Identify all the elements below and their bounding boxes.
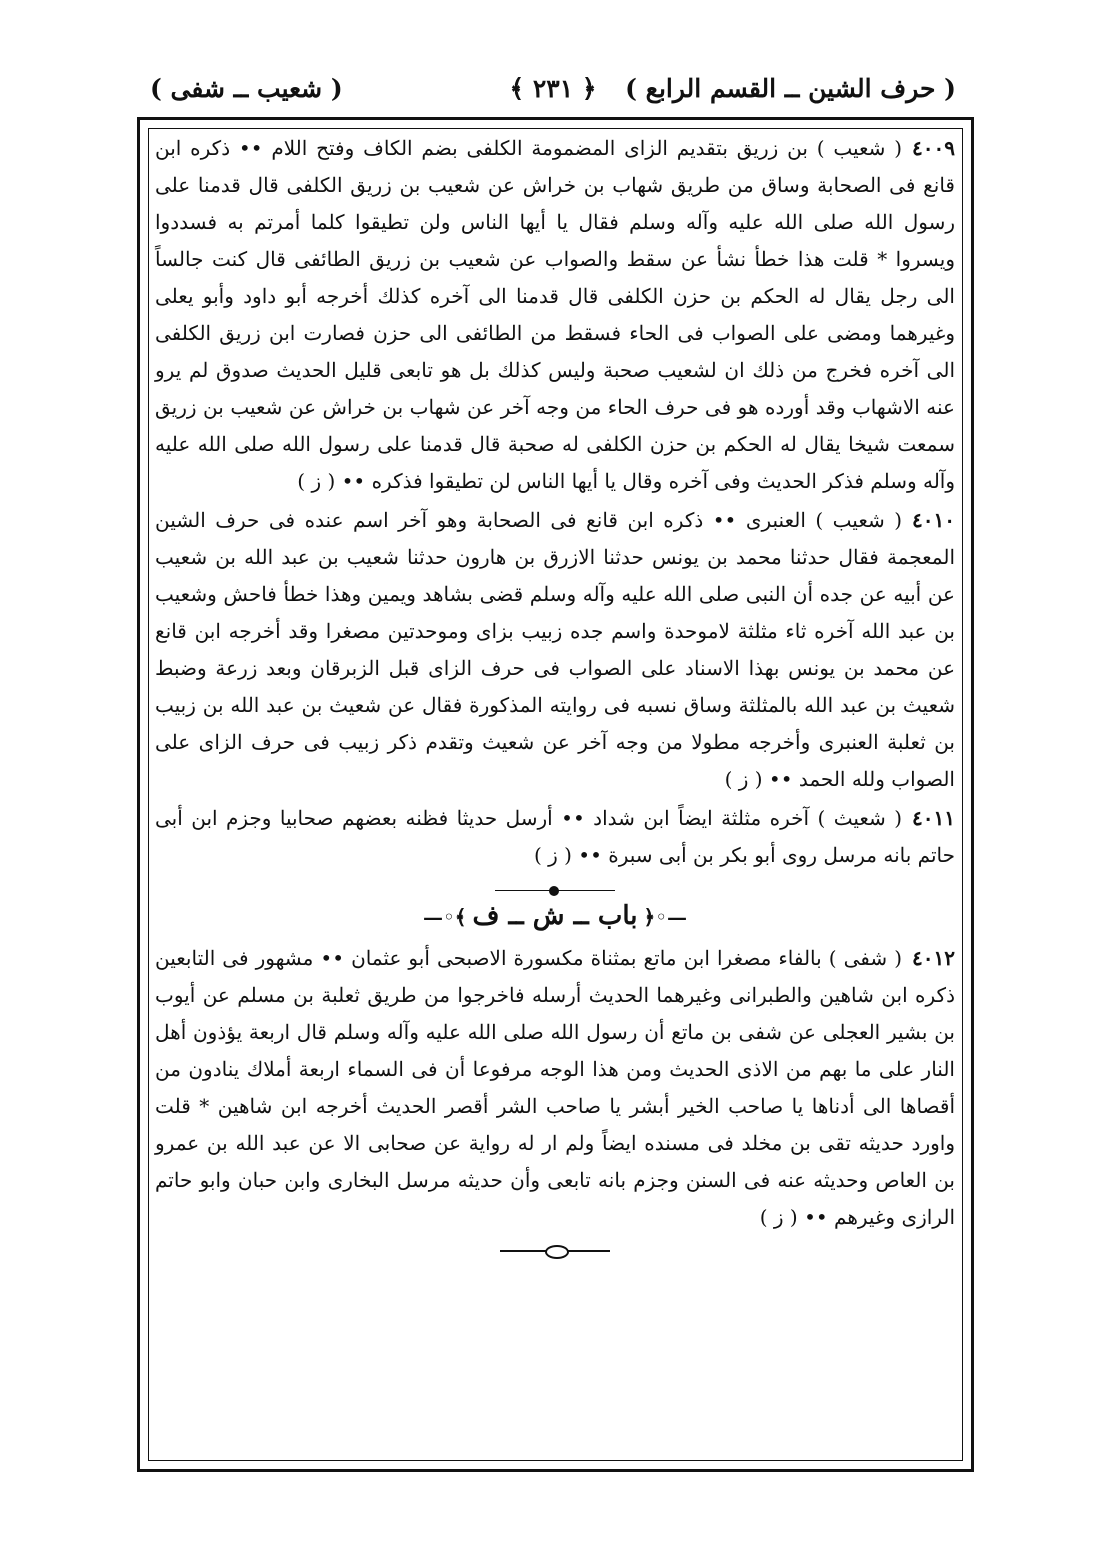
entry-4010	[155, 502, 955, 798]
section-heading	[155, 898, 955, 936]
page-body	[155, 130, 955, 1256]
entry-text: ( شعيب ) العنبرى •• ذكره ابن قانع فى الصحابة وهو آخر اسم عنده فى حرف الشين المعجمة فقال حدثنا محمد بن يونس حدثنا الازرق بن هارون حدثنا شعيب بن عبد الله بن شعيب عن أبيه عن جده أن النبى صلى الله عليه وآله وسلم قضى بشاهد ويمين وهذا خطأ فاحش وشعيب بن عبد الله آخره ثاء مثلثة لاموحدة واسم جده زبيب بزاى وموحدتين مصغرا وقد أخرجه ابن قانع عن محمد بن يونس بهذا الاسناد على الصواب فى حرف الزاى قبل الزبرقان وبعد زرعة وضبط شعيث بن عبد الله بالمثلثة وساق نسبه فى روايته المذكورة فقال عن شعيث بن عبد الله بن زبيب بن ثعلبة العنبرى وأخرجه مطولا من وجه آخر عن شعيث وتقدم ذكر زبيب فى حرف الزاى على الصواب ولله الحمد •• ( ز )	[155, 508, 955, 791]
entry-number: ٤٠١١	[912, 806, 955, 830]
divider-dot	[549, 886, 559, 896]
ornament-right-icon: —◦﴿	[643, 905, 688, 929]
entry-4011	[155, 800, 955, 874]
entry-text: ( شعيث ) آخره مثلثة ايضاً ابن شداد •• أرسل حديثا فظنه بعضهم صحابيا وجزم ابن أبى حاتم بانه مرسل روى أبو بكر بن أبى سبرة •• ( ز )	[155, 806, 955, 867]
section-divider	[495, 884, 615, 896]
end-ornament	[500, 1244, 610, 1256]
header-entry-range: ( شعيب ــ شفى )	[150, 74, 343, 103]
header-chapter-title: ( حرف الشين ــ القسم الرابع )	[625, 74, 956, 103]
entry-number: ٤٠١٢	[912, 946, 955, 970]
entry-text: ( شفى ) بالفاء مصغرا ابن ماتع بمثناة مكسورة الاصبحى أبو عثمان •• مشهور فى التابعين ذكره ابن شاهين والطبرانى وغيرهما الحديث أرسله فاخرجوا من طريق ثعلبة بن مسلم عن أيوب بن بشير العجلى عن شفى بن ماتع أن رسول الله صلى الله عليه وآله وسلم قال اربعة يؤذون أهل النار على ما بهم من الاذى الحديث ومن هذا الوجه مرفوعا أن فى السماء اربعة أملاك ينادون من أقصاها الى أدناها يا صاحب الخير أبشر يا صاحب الشر أقصر الحديث أخرجه ابن شاهين * قلت واورد حديثه تقى بن مخلد فى مسنده ايضاً ولم ار له رواية عن صحابى الا عن عبد الله بن عمرو بن العاص وحديثه عنه فى السنن وجزم بانه تابعى وأن حديثه مرسل البخارى وابن حبان وابو حاتم الرازى وغيرهم •• ( ز )	[155, 946, 955, 1229]
entry-4009	[155, 130, 955, 500]
entry-text: ( شعيب ) بن زريق بتقديم الزاى المضمومة الكلفى بضم الكاف وفتح اللام •• ذكره ابن قانع فى الصحابة وساق من طريق شهاب بن خراش عن شعيب بن زريق الكلفى قال قدمنا على رسول الله صلى الله عليه وآله وسلم فقال يا أيها الناس ولن تطيقوا كلما أمرتم به فسددوا ويسروا * قلت هذا خطأ نشأ عن سقط والصواب عن شعيب بن زريق الطائفى قال كنت جالساً الى رجل يقال له الحكم بن حزن الكلفى قال قدمنا الى آخره كذلك أخرجه أبو داود وأبو يعلى وغيرهما ومضى على الصواب فى الحاء فسقط من الطائفى الى حزن فصارت ابن زريق الكلفى الى آخره فخرج من ذلك ان لشعيب صحبة وليس كذلك بل هو تابعى قليل الحديث صدوق لم يرو عنه الاشهاب وقد أورده هو فى حرف الحاء من وجه آخر عن شهاب بن خراش عن شعيب بن زريق سمعت شيخا يقال له الحكم بن حزن الكلفى له صحبة قال قدمنا على رسول الله صلى الله عليه وآله وسلم فذكر الحديث وفى آخره وقال يا أيها الناس لن تطيقوا فذكره •• ( ز )	[155, 136, 955, 493]
entry-number: ٤٠٠٩	[912, 136, 955, 160]
end-ornament-bead	[545, 1245, 569, 1259]
section-title: باب ــ ش ــ ف	[472, 901, 638, 931]
entry-number: ٤٠١٠	[912, 508, 955, 532]
entry-4012	[155, 940, 955, 1236]
page-number: ﴿ ٢٣١ ﴾	[509, 74, 597, 103]
ornament-left-icon: ﴾◦—	[422, 905, 467, 929]
running-head	[150, 66, 956, 116]
